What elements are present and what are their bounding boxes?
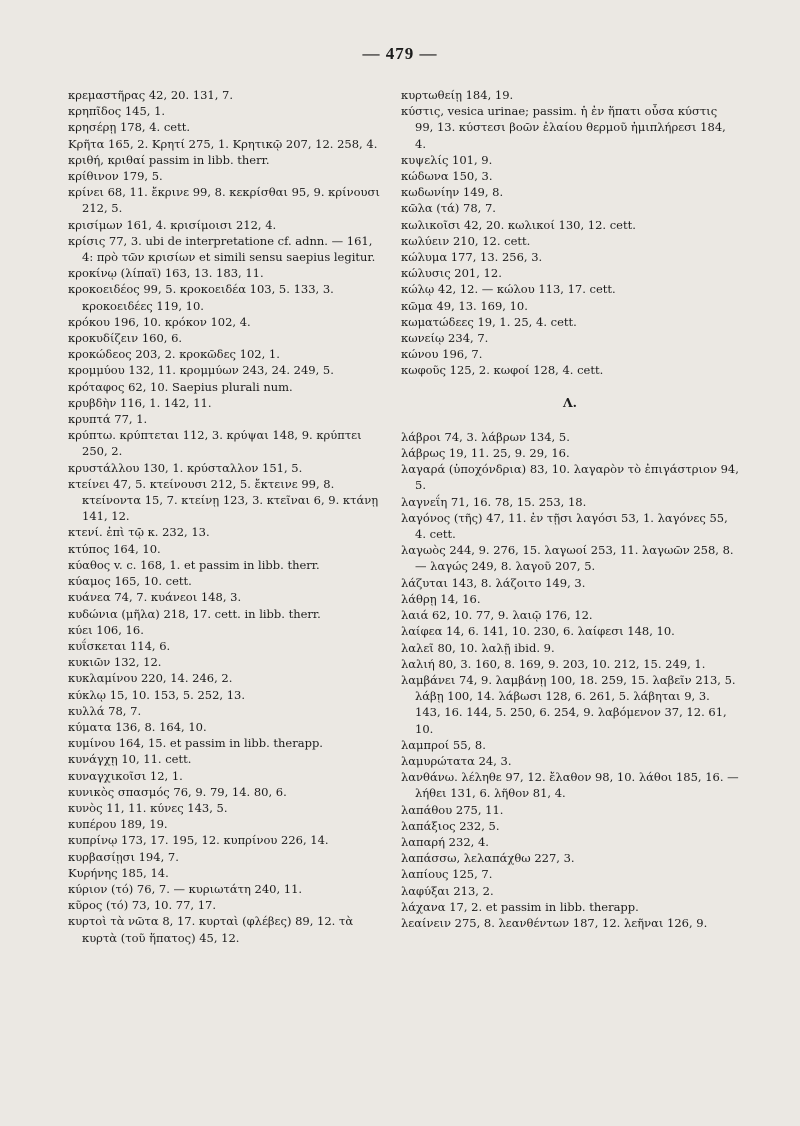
index-entry: κύστις, vesica urinae; passim. ἡ ἐν ἥπατι οὖσα κύστις 99, 13. κύστεσι βοῶν ἐλαίου θερμοῦ ἠμιπλήρεσι 184, 4. bbox=[401, 104, 726, 151]
index-entry: λαγνεΐη 71, 16. 78, 15. 253, 18. bbox=[401, 494, 587, 509]
index-entry: κτύπος 164, 10. bbox=[68, 541, 161, 556]
index-entry: κώλυμα 177, 13. 256, 3. bbox=[401, 250, 543, 265]
index-entry: κυπέρου 189, 19. bbox=[68, 817, 168, 832]
index-entry: κωλύειν 210, 12. cett. bbox=[401, 233, 531, 248]
index-entry: κύκλῳ 15, 10. 153, 5. 252, 13. bbox=[68, 687, 246, 702]
index-entry: κυπρίνῳ 173, 17. 195, 12. κυπρίνου 226, 14. bbox=[68, 833, 329, 848]
index-entry: κροκώδεος 203, 2. κροκῶδες 102, 1. bbox=[68, 347, 280, 362]
page-number: — 479 — bbox=[362, 44, 438, 63]
index-entry: λαφύξαι 213, 2. bbox=[401, 883, 494, 898]
index-entry: κρίνει 68, 11. ἔκρινε 99, 8. κεκρίσθαι 95, 9. κρίνουσι 212, 5. bbox=[68, 185, 380, 216]
index-entry: κωδωνίην 149, 8. bbox=[401, 185, 504, 200]
index-entry: κωνείῳ 234, 7. bbox=[401, 331, 489, 346]
index-entry: κυλλά 78, 7. bbox=[68, 703, 142, 718]
index-entry: κώλῳ 42, 12. — κώλου 113, 17. cett. bbox=[401, 282, 616, 297]
index-entry: λαπαρή 232, 4. bbox=[401, 834, 489, 849]
index-entry: κυμίνου 164, 15. et passim in libb. therapp. bbox=[68, 736, 323, 751]
index-entry: κροκοειδέος 99, 5. κροκοειδέα 103, 5. 133, 3. κροκοειδέες 119, 10. bbox=[68, 282, 334, 313]
index-entry: κῶμα 49, 13. 169, 10. bbox=[401, 298, 528, 313]
right-column-entries-k bbox=[401, 87, 739, 379]
index-entry: κώλυσις 201, 12. bbox=[401, 266, 502, 281]
index-entry: κριθή, κριθαί passim in libb. therr. bbox=[68, 152, 270, 167]
index-entry: κτενί. ἐπὶ τῷ κ. 232, 13. bbox=[68, 525, 210, 540]
index-entry: λαγωὸς 244, 9. 276, 15. λαγωοί 253, 11. λαγωῶν 258, 8. — λαγώς 249, 8. λαγοῦ 207, 5. bbox=[401, 543, 734, 574]
index-entry: κτείνει 47, 5. κτείνουσι 212, 5. ἔκτεινε 99, 8. κτείνοντα 15, 7. κτείνῃ 123, 3. κτεῖναι 6, 9. κτάνῃ 141, 12. bbox=[68, 476, 379, 524]
index-entry: κυνάγχῃ 10, 11. cett. bbox=[68, 752, 192, 767]
index-entry: κυνικὸς σπασμός 76, 9. 79, 14. 80, 6. bbox=[68, 784, 287, 799]
index-entry: κυρτοὶ τὰ νῶτα 8, 17. κυρταὶ (φλέβες) 89, 12. τὰ κυρτὰ (τοῦ ἥπατος) 45, 12. bbox=[68, 914, 354, 945]
index-entry: κρησέρῃ 178, 4. cett. bbox=[68, 120, 190, 135]
index-entry: κυψελίς 101, 9. bbox=[401, 152, 493, 167]
index-entry: Κρῆτα 165, 2. Κρητί 275, 1. Κρητικῷ 207, 12. 258, 4. bbox=[68, 136, 378, 151]
index-entry: κρύπτω. κρύπτεται 112, 3. κρύψαι 148, 9. κρύπτει 250, 2. bbox=[68, 428, 362, 459]
index-entry: κυΐσκεται 114, 6. bbox=[68, 638, 171, 653]
index-entry: κώνου 196, 7. bbox=[401, 347, 483, 362]
left-column bbox=[68, 87, 386, 946]
index-entry: λαγόνος (τῆς) 47, 11. ἐν τῇσι λαγόσι 53, 1. λαγόνες 55, 4. cett. bbox=[401, 510, 728, 542]
index-entry: κρυβδὴν 116, 1. 142, 11. bbox=[68, 395, 212, 410]
index-entry: κρυστάλλου 130, 1. κρύσταλλον 151, 5. bbox=[68, 460, 303, 475]
index-entry: κυρτωθείῃ 184, 19. bbox=[401, 88, 514, 102]
index-entry: λαπάσσω, λελαπάχθω 227, 3. bbox=[401, 851, 575, 866]
index-entry: λανθάνω. λέληθε 97, 12. ἔλαθον 98, 10. λάθοι 185, 16. — λήθει 131, 6. λῆθον 81, 4. bbox=[401, 770, 739, 801]
index-entry: κώδωνα 150, 3. bbox=[401, 169, 493, 184]
index-entry: λαλιή 80, 3. 160, 8. 169, 9. 203, 10. 212, 15. 249, 1. bbox=[401, 656, 706, 671]
index-entry: κρίσις 77, 3. ubi de interpretatione cf. adnn. — 161, 4: πρὸ τῶν κρισίων et simili sensu saepius legitur. bbox=[68, 233, 376, 265]
index-entry: κύαμος 165, 10. cett. bbox=[68, 574, 192, 589]
index-entry: λάβρως 19, 11. 25, 9. 29, 16. bbox=[401, 446, 570, 461]
index-entry: κροκυδίζειν 160, 6. bbox=[68, 331, 183, 346]
index-entry: κυάνεα 74, 7. κυάνεοι 148, 3. bbox=[68, 590, 242, 605]
index-entry: λαμυρώτατα 24, 3. bbox=[401, 753, 512, 768]
index-entry: κρισίμων 161, 4. κρισίμοισι 212, 4. bbox=[68, 217, 277, 232]
index-entry: λάζυται 143, 8. λάζοιτο 149, 3. bbox=[401, 575, 586, 590]
index-entry: κωλικοῖσι 42, 20. κωλικοί 130, 12. cett. bbox=[401, 217, 636, 232]
right-column bbox=[401, 87, 739, 931]
index-entry: Κυρήνης 185, 14. bbox=[68, 865, 169, 880]
index-entry: λαίφεα 14, 6. 141, 10. 230, 6. λαίφεσι 148, 10. bbox=[401, 624, 675, 639]
index-entry: κύματα 136, 8. 164, 10. bbox=[68, 719, 207, 734]
index-entry: κροκίνῳ (λίπαϊ) 163, 13. 183, 11. bbox=[68, 266, 264, 281]
index-entry: λεαίνειν 275, 8. λεανθέντων 187, 12. λεῆναι 126, 9. bbox=[401, 915, 708, 930]
index-entry: κύει 106, 16. bbox=[68, 622, 144, 637]
index-entry: κῶλα (τά) 78, 7. bbox=[401, 201, 496, 216]
index-entry: κωματώδεες 19, 1. 25, 4. cett. bbox=[401, 314, 577, 329]
index-entry: κυκιῶν 132, 12. bbox=[68, 655, 162, 670]
index-entry: λαμπροί 55, 8. bbox=[401, 737, 486, 752]
section-letter: Λ. bbox=[562, 394, 578, 410]
index-entry: κυρβασίῃσι 194, 7. bbox=[68, 849, 179, 864]
index-entry: λάβροι 74, 3. λάβρων 134, 5. bbox=[401, 429, 570, 444]
index-entry: κυκλαμίνου 220, 14. 246, 2. bbox=[68, 671, 233, 686]
index-entry: λαμβάνει 74, 9. λαμβάνῃ 100, 18. 259, 15. λαβεῖν 213, 5. λάβῃ 100, 14. λάβωσι 128, 6. 261, 5. λάβηται 9, 3. 143, 16. 144, 5. 250, 6. 254, 9. λαβόμενον 37, 12. 61, 10. bbox=[401, 672, 736, 736]
index-entry: κυνὸς 11, 11. κύνες 143, 5. bbox=[68, 800, 228, 815]
index-entry: κρομμύου 132, 11. κρομμύων 243, 24. 249, 5. bbox=[68, 363, 334, 378]
index-entry: κρεμαστῆρας 42, 20. 131, 7. bbox=[68, 88, 233, 102]
right-column-entries-l bbox=[401, 429, 739, 931]
index-entry: κῦρος (τό) 73, 10. 77, 17. bbox=[68, 898, 216, 913]
index-entry: κύριον (τό) 76, 7. — κυριωτάτη 240, 11. bbox=[68, 881, 303, 896]
index-entry: κυναγχικοῖσι 12, 1. bbox=[68, 768, 183, 783]
index-entry: κωφοῦς 125, 2. κωφοί 128, 4. cett. bbox=[401, 363, 604, 378]
index-entry: λαιά 62, 10. 77, 9. λαιῷ 176, 12. bbox=[401, 608, 593, 623]
index-entry: λαπάξιος 232, 5. bbox=[401, 818, 500, 833]
index-entry: κρηπῖδος 145, 1. bbox=[68, 104, 166, 119]
index-entry: λαγαρά (ὑποχόνδρια) 83, 10. λαγαρὸν τὸ ἐπιγάστριον 94, 5. bbox=[401, 462, 739, 493]
index-entry: κρόταφος 62, 10. Saepius plurali num. bbox=[68, 379, 293, 394]
index-entry: κρυπτά 77, 1. bbox=[68, 412, 148, 427]
index-entry: κρόκου 196, 10. κρόκον 102, 4. bbox=[68, 314, 251, 329]
index-entry: κρίθινον 179, 5. bbox=[68, 169, 163, 184]
index-entry: λάθρῃ 14, 16. bbox=[401, 591, 481, 606]
index-entry: κυδώνια (μῆλα) 218, 17. cett. in libb. therr. bbox=[68, 606, 321, 621]
index-entry: λάχανα 17, 2. et passim in libb. therapp. bbox=[401, 899, 639, 914]
index-entry: λαπίους 125, 7. bbox=[401, 867, 493, 882]
index-entry: λαλεῖ 80, 10. λαλῇ ibid. 9. bbox=[401, 640, 555, 655]
index-entry: κύαθος v. c. 168, 1. et passim in libb. therr. bbox=[68, 557, 320, 572]
index-entry: λαπάθου 275, 11. bbox=[401, 802, 504, 817]
